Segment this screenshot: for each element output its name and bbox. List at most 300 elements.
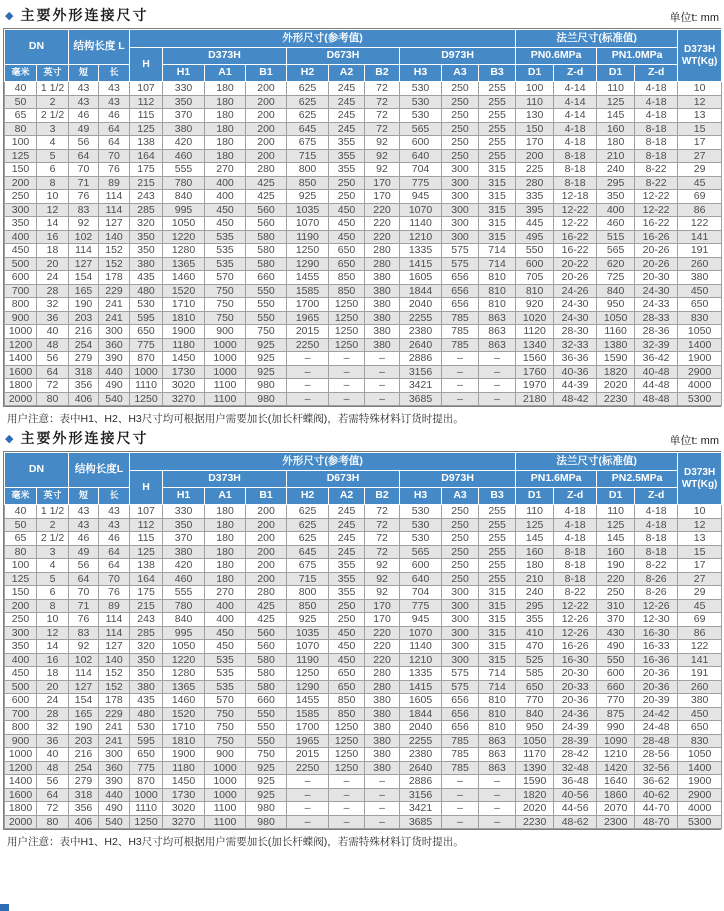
table-cell: 810 [479,707,516,721]
table-cell: 750 [205,707,246,721]
table-cell: 660 [597,680,635,694]
table-cell: 180 [516,559,554,573]
table-cell: 380 [365,298,400,312]
table-cell: 3 [37,122,69,136]
table-cell: 450 [678,707,722,721]
table-cell: 750 [205,284,246,298]
table-cell: 160 [516,545,554,559]
table-cell: 72 [37,379,69,393]
table-cell: 1250 [329,761,365,775]
table-cell: 310 [597,599,635,613]
table-cell: 440 [99,788,130,802]
table-cell: 40-62 [635,788,678,802]
table-cell: 140 [99,230,130,244]
table-cell: 210 [597,149,635,163]
table-cell: 1220 [163,653,205,667]
table-cell: 10 [678,82,722,96]
table-cell: 1400 [5,352,37,366]
table-cell: 180 [205,572,246,586]
table-cell: 780 [163,176,205,190]
table-cell: 200 [246,532,287,546]
table-cell: 69 [678,190,722,204]
table-cell: 110 [597,505,635,519]
table-cell: 600 [5,271,37,285]
table-cell: 70 [69,586,99,600]
table-cell: 925 [287,190,329,204]
table-cell: 945 [400,190,442,204]
table-cell: 580 [246,244,287,258]
table-cell: 450 [205,217,246,231]
table-cell: 565 [400,122,442,136]
table-cell: 350 [163,518,205,532]
table-cell: 445 [516,217,554,231]
table-cell: 250 [329,599,365,613]
table-cell: 315 [479,176,516,190]
table-cell: 300 [442,217,479,231]
table-cell: 380 [130,257,163,271]
table-cell: 400 [5,653,37,667]
table-row [5,815,722,829]
table-cell: 69 [678,613,722,627]
table-cell: 925 [246,788,287,802]
col-sub-b3: B3 [479,65,516,82]
table-cell: 20-36 [635,680,678,694]
table-cell: 705 [516,271,554,285]
weight-unit-label: WT(Kg) [681,478,718,490]
table-cell: 114 [69,244,99,258]
table-cell: 1250 [329,298,365,312]
table-cell: 2 1/2 [37,109,69,123]
table-cell: 460 [597,217,635,231]
table-cell: 1035 [287,203,329,217]
table-cell: 320 [130,640,163,654]
table-cell: 1250 [329,311,365,325]
table-cell: 1050 [597,311,635,325]
table-cell: 450 [329,640,365,654]
table-row [5,748,722,762]
table-cell: – [442,379,479,393]
table-cell: 980 [246,392,287,406]
table-cell: 14 [37,217,69,231]
table-cell: 4-18 [635,82,678,96]
table-cell: 254 [69,338,99,352]
table-row [5,352,722,366]
table-cell: 3 [37,545,69,559]
table-cell: 110 [597,82,635,96]
table-cell: 1450 [163,775,205,789]
table-cell: 8-18 [554,559,597,573]
table-cell: 241 [99,734,130,748]
table-cell: 400 [597,203,635,217]
table-cell: 1280 [163,244,205,258]
table-cell: 250 [597,586,635,600]
table-cell: 3685 [400,392,442,406]
table-row [5,163,722,177]
table-cell: 870 [130,775,163,789]
table-row [5,325,722,339]
table-cell: 200 [246,122,287,136]
table-cell: 650 [329,257,365,271]
table-cell: 154 [69,694,99,708]
table-cell: 785 [442,311,479,325]
table-cell: 71 [69,599,99,613]
weight-model-label: D373H [684,467,716,478]
table-cell: 12-22 [554,203,597,217]
table-cell: 72 [365,122,400,136]
next-section-bullet-fragment [0,904,9,911]
table-cell: 495 [516,230,554,244]
col-sub-a1: A1 [205,488,246,505]
table-cell: 560 [246,217,287,231]
table-cell: 1820 [516,788,554,802]
table-cell: 24-30 [554,311,597,325]
table-row [5,176,722,190]
table-cell: 320 [130,217,163,231]
table-cell: 180 [205,136,246,150]
table-cell: 8-22 [635,163,678,177]
table-cell: 28-36 [635,325,678,339]
table-cell: 250 [442,82,479,96]
table-cell: 550 [516,244,554,258]
table-row [5,230,722,244]
table-cell: 406 [69,392,99,406]
table-cell: 2640 [400,761,442,775]
table-cell: 714 [479,680,516,694]
table-cell: 70 [99,149,130,163]
table-cell: 8-18 [635,149,678,163]
table-cell: 1220 [163,230,205,244]
table-cell: – [329,802,365,816]
table-cell: 8-26 [635,572,678,586]
table-cell: – [329,392,365,406]
table-cell: 12 [37,203,69,217]
table-cell: 580 [246,230,287,244]
table-cell: 220 [365,230,400,244]
table-cell: 425 [246,190,287,204]
table-cell: 122 [678,640,722,654]
table-note: 用户注意：表中H1、H2、H3尺寸均可根据用户需要加长(加长杆蝶阀)，若需特殊材料订货时提出。 [7,836,464,848]
table-cell: 925 [246,352,287,366]
table-cell: 250 [442,572,479,586]
table-cell: 1000 [5,748,37,762]
table-cell: 20-30 [554,667,597,681]
col-pn06: PN0.6MPa [516,48,597,65]
table-cell: 170 [365,176,400,190]
table-row [5,505,722,519]
table-cell: 656 [442,694,479,708]
table-cell: 8-18 [554,572,597,586]
table-cell: 714 [479,667,516,681]
table-cell: 920 [516,298,554,312]
table-cell: 1380 [597,338,635,352]
table-cell: 20-26 [635,244,678,258]
table-cell: 350 [597,190,635,204]
table-cell: 127 [69,680,99,694]
table-cell: 650 [329,244,365,258]
table-cell: 16 [37,653,69,667]
table-cell: 245 [329,532,365,546]
table-cell: 1800 [5,802,37,816]
table-cell: 1335 [400,667,442,681]
table-cell: 250 [329,613,365,627]
table-cell: 160 [597,122,635,136]
table-cell: 435 [130,694,163,708]
table-cell: 315 [479,163,516,177]
table-cell: – [442,775,479,789]
table-row [5,667,722,681]
table-cell: 530 [400,518,442,532]
table-cell: 280 [365,244,400,258]
table-cell: 125 [130,122,163,136]
table-cell: 2 [37,95,69,109]
col-sub-h1: H1 [163,65,205,82]
table-cell: 4-18 [554,122,597,136]
table-cell: 89 [99,599,130,613]
table-cell: 6 [37,586,69,600]
table-cell: 92 [365,572,400,586]
table-cell: 714 [479,257,516,271]
table-cell: 15 [678,545,722,559]
table-cell: 6 [37,163,69,177]
table-cell: 145 [516,532,554,546]
table-cell: 380 [365,284,400,298]
table-cell: 200 [246,95,287,109]
table-cell: 56 [37,775,69,789]
table-cell: 1210 [400,230,442,244]
col-pn25: PN2.5MPa [597,471,678,488]
table-cell: – [479,365,516,379]
table-cell: 1600 [5,788,37,802]
table-cell: 255 [479,95,516,109]
table-cell: 490 [99,379,130,393]
table-cell: 580 [246,257,287,271]
table-cell: 180 [205,532,246,546]
table-cell: 980 [246,802,287,816]
table-row [5,244,722,258]
spec-table-1-wrap [3,28,721,407]
table-cell: 24 [37,271,69,285]
table-cell: 1400 [678,338,722,352]
table-cell: 220 [365,640,400,654]
page-title [5,5,148,25]
table-cell: 350 [130,653,163,667]
table-cell: – [329,352,365,366]
table-cell: 2300 [597,815,635,829]
table-cell: 530 [400,109,442,123]
col-weight [678,30,722,82]
table-cell: 380 [130,680,163,694]
table-cell: 800 [287,163,329,177]
table-cell: 570 [205,271,246,285]
table-cell: 770 [516,694,554,708]
table-cell: 279 [69,352,99,366]
table-cell: 1640 [597,775,635,789]
table-cell: 318 [69,365,99,379]
table-cell: 112 [130,518,163,532]
table-cell: 200 [516,149,554,163]
col-sub-a1: A1 [205,65,246,82]
col-sub-zda: Z-d [554,488,597,505]
table-cell: 785 [442,325,479,339]
table-cell: 380 [365,694,400,708]
table-cell: 8-18 [635,136,678,150]
table-cell: – [365,802,400,816]
table-cell: 356 [69,379,99,393]
table-row [5,82,722,96]
table-cell: 13 [678,532,722,546]
table-cell: 64 [99,122,130,136]
table-cell: 995 [163,203,205,217]
col-sub-a2: A2 [329,65,365,82]
table-cell: 180 [205,518,246,532]
table-cell: 300 [442,190,479,204]
table-cell: 178 [99,694,130,708]
table-cell: 810 [479,284,516,298]
table-cell: 380 [365,761,400,775]
col-d373h: D373H [163,471,287,488]
table-cell: 280 [516,176,554,190]
table-cell: 675 [287,136,329,150]
table-cell: 92 [69,217,99,231]
table-row [5,788,722,802]
table-cell: 32-39 [635,338,678,352]
table-cell: 625 [287,109,329,123]
table-cell: 28 [37,284,69,298]
table-row [5,734,722,748]
table-cell: 1460 [163,271,205,285]
table-cell: 925 [287,613,329,627]
table-cell: 270 [205,163,246,177]
table-cell: 2886 [400,775,442,789]
table-cell: 295 [597,176,635,190]
table-cell: 4-14 [554,95,597,109]
table-cell: 12 [678,518,722,532]
table-cell: 1420 [597,761,635,775]
table-cell: 850 [329,271,365,285]
table-cell: 24-39 [554,721,597,735]
table-cell: 1520 [163,707,205,721]
table-cell: 785 [442,761,479,775]
table-cell: 810 [479,271,516,285]
table-cell: 995 [163,626,205,640]
table-cell: 390 [99,775,130,789]
table-cell: 12-22 [554,217,597,231]
table-cell: 395 [516,203,554,217]
table-cell: 560 [246,203,287,217]
table-cell: – [287,379,329,393]
table-cell: 1000 [130,365,163,379]
col-sub-h3: H3 [400,488,442,505]
table-row [5,802,722,816]
table-cell: 250 [442,532,479,546]
table-cell: 530 [400,95,442,109]
table-cell: 355 [329,136,365,150]
table-cell: – [442,788,479,802]
col-sub-d1a: D1 [516,488,554,505]
table-cell: 32-56 [635,761,678,775]
table-cell: 28-56 [635,748,678,762]
table-cell: 570 [205,694,246,708]
table-cell: 480 [130,284,163,298]
table-cell: 280 [365,667,400,681]
table-cell: 200 [246,572,287,586]
table-cell: 40-56 [554,788,597,802]
table-cell: 714 [479,244,516,258]
table-cell: 2000 [5,392,37,406]
col-sub-b3: B3 [479,488,516,505]
table-cell: 24-42 [635,707,678,721]
table-cell: 8-18 [554,163,597,177]
table-cell: 16-22 [554,230,597,244]
table-cell: 380 [365,311,400,325]
table-cell: 625 [287,82,329,96]
table-cell: 5 [37,572,69,586]
table-cell: 435 [130,271,163,285]
table-cell: – [442,352,479,366]
table-cell: 450 [5,667,37,681]
table-cell: 800 [5,721,37,735]
table-cell: 1140 [400,217,442,231]
table-cell: 1180 [163,761,205,775]
table-cell: 220 [365,217,400,231]
table-cell: 460 [163,149,205,163]
table-cell: 112 [130,95,163,109]
table-cell: 180 [205,545,246,559]
table-cell: 1415 [400,257,442,271]
table-row [5,190,722,204]
table-cell: 1730 [163,788,205,802]
table-cell: 102 [69,653,99,667]
table-cell: 900 [5,734,37,748]
table-cell: 36-42 [635,352,678,366]
unit-label: 单位t: mm [669,12,719,24]
table-cell: – [287,352,329,366]
table-cell: 1250 [329,734,365,748]
table-cell: 450 [5,244,37,258]
table-cell: 863 [479,311,516,325]
table-cell: 625 [287,518,329,532]
table-cell: 625 [287,532,329,546]
table-cell: 4-18 [635,109,678,123]
table-cell: 175 [130,586,163,600]
table-cell: 27 [678,572,722,586]
weight-unit-label: WT(Kg) [681,55,718,67]
table-cell: 76 [99,163,130,177]
table-cell: 580 [246,680,287,694]
table-cell: 1965 [287,734,329,748]
table-cell: 20-26 [554,271,597,285]
table-cell: 450 [329,217,365,231]
table-cell: 72 [365,95,400,109]
table-cell: 46 [99,109,130,123]
table-cell: 216 [69,325,99,339]
table-cell: 8-22 [635,176,678,190]
table-cell: 1020 [516,311,554,325]
table-cell: 243 [130,613,163,627]
table-row [5,311,722,325]
table-cell: 360 [99,761,130,775]
table-cell: 370 [597,613,635,627]
table-cell: 92 [365,163,400,177]
table-cell: 1 1/2 [37,82,69,96]
table-cell: 925 [246,761,287,775]
table-cell: 110 [516,505,554,519]
table-cell: 355 [329,559,365,573]
table-cell: 300 [442,653,479,667]
table-cell: 1280 [163,667,205,681]
table-cell: 1140 [400,640,442,654]
table-cell: 1590 [516,775,554,789]
